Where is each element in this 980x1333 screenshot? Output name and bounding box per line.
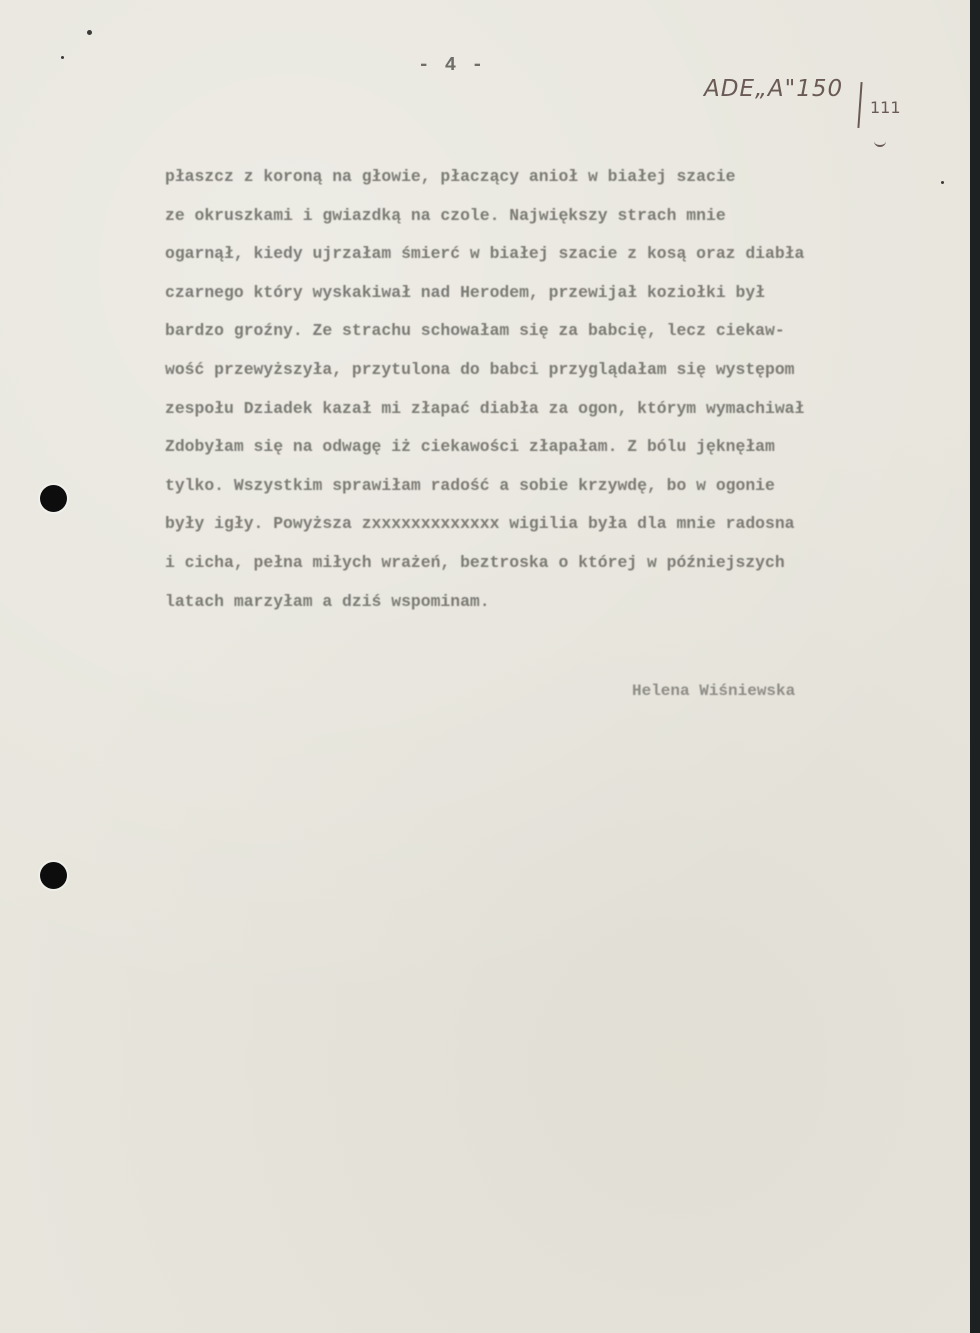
archive-tick-mark bbox=[874, 140, 886, 147]
text-line: ze okruszkami i gwiazdką na czole. Największy strach mnie bbox=[165, 205, 726, 225]
punch-hole-icon bbox=[40, 485, 67, 512]
signature: Helena Wiśniewska bbox=[632, 682, 796, 700]
page-number: - 4 - bbox=[418, 54, 486, 76]
text-line: latach marzyłam a dziś wspominam. bbox=[165, 591, 490, 611]
dust-speck bbox=[941, 181, 944, 184]
dust-speck bbox=[87, 30, 92, 35]
text-line: czarnego który wyskakiwał nad Herodem, przewijał koziołki był bbox=[165, 282, 765, 302]
text-line: Zdobyłam się na odwagę iż ciekawości złapałam. Z bólu jęknęłam bbox=[165, 437, 775, 457]
text-line: i cicha, pełna miłych wrażeń, beztroska o której w późniejszych bbox=[165, 552, 785, 572]
text-line: były igły. Powyższa zxxxxxxxxxxxxx wigilia była dla mnie radosna bbox=[165, 514, 795, 534]
text-line: tylko. Wszystkim sprawiłam radość a sobie krzywdę, bo w ogonie bbox=[165, 475, 775, 495]
text-line: ogarnął, kiedy ujrzałam śmierć w białej szacie z kosą oraz diabła bbox=[165, 244, 805, 264]
punch-hole-icon bbox=[40, 862, 67, 889]
text-line: zespołu Dziadek kazał mi złapać diabła za ogon, którym wymachiwał bbox=[165, 398, 805, 418]
text-line: bardzo groźny. Ze strachu schowałam się za babcię, lecz ciekaw- bbox=[165, 321, 785, 341]
archive-reference: ADE„A"150 bbox=[704, 76, 844, 102]
archive-sub-number: 111 bbox=[870, 98, 901, 117]
dust-speck bbox=[61, 56, 64, 59]
text-line: wość przewyższyła, przytulona do babci przyglądałam się występom bbox=[165, 359, 795, 379]
text-line: płaszcz z koroną na głowie, płaczący anioł w białej szacie bbox=[165, 167, 736, 186]
archive-divider bbox=[857, 82, 862, 128]
body-text bbox=[165, 158, 945, 621]
